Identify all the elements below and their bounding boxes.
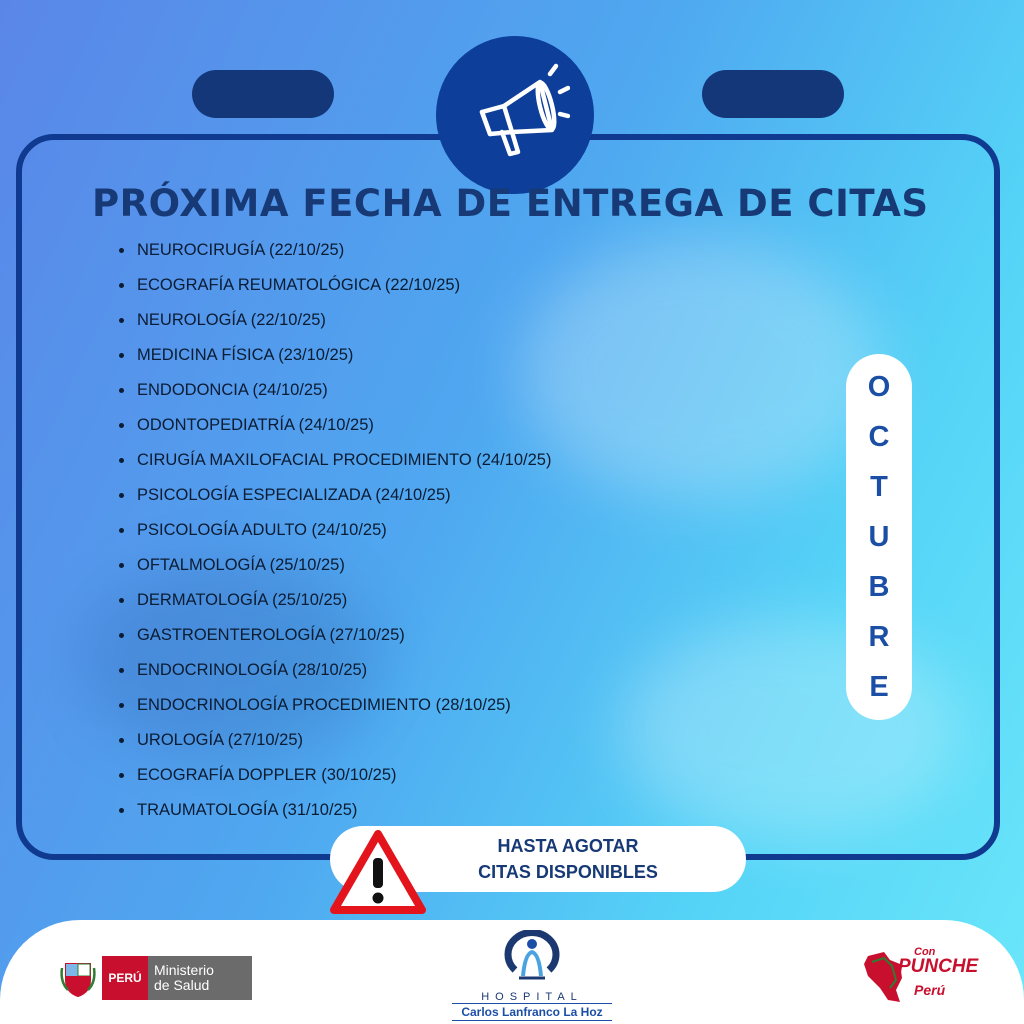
list-item [116, 761, 551, 796]
bullet-icon [119, 738, 124, 743]
bullet-icon [119, 563, 124, 568]
bullet-icon [119, 283, 124, 288]
month-letter: B [868, 571, 890, 603]
page-title: PRÓXIMA FECHA DE ENTREGA DE CITAS [92, 182, 929, 225]
specialty-label: PSICOLOGÍA ADULTO (24/10/25) [137, 521, 387, 539]
decorative-pill-right [702, 70, 844, 118]
list-item [116, 236, 551, 271]
bullet-icon [119, 318, 124, 323]
month-letter: O [867, 371, 891, 403]
notice-line-2: CITAS DISPONIBLES [478, 862, 658, 882]
bullet-icon [119, 528, 124, 533]
bullet-icon [119, 598, 124, 603]
specialty-label: TRAUMATOLOGÍA (31/10/25) [137, 801, 358, 819]
megaphone-badge [436, 36, 594, 194]
bullet-icon [119, 423, 124, 428]
month-letter: C [868, 421, 890, 453]
bullet-icon [119, 668, 124, 673]
specialty-label: ENDODONCIA (24/10/25) [137, 381, 328, 399]
bullet-icon [119, 808, 124, 813]
list-item [116, 586, 551, 621]
list-item [116, 376, 551, 411]
list-item [116, 306, 551, 341]
list-item [116, 726, 551, 761]
month-vertical-label [846, 354, 912, 720]
specialty-label: ECOGRAFÍA REUMATOLÓGICA (22/10/25) [137, 276, 461, 294]
warning-triangle-icon [330, 830, 426, 916]
month-letter: R [868, 621, 890, 653]
campaign-con: Con [914, 946, 936, 958]
list-item [116, 481, 551, 516]
peru-coat-of-arms-icon [58, 956, 98, 1000]
specialty-label: GASTROENTEROLOGÍA (27/10/25) [137, 626, 405, 644]
specialty-label: ENDOCRINOLOGÍA (28/10/25) [137, 661, 368, 679]
specialty-label: NEUROCIRUGÍA (22/10/25) [137, 241, 345, 259]
list-item [116, 516, 551, 551]
list-item [116, 271, 551, 306]
specialty-label: UROLOGÍA (27/10/25) [137, 731, 303, 749]
campaign-peru: Perú [914, 982, 946, 998]
hospital-emblem-icon [495, 930, 569, 984]
ministerio-label [148, 956, 252, 1000]
con-punche-peru-logo [862, 944, 982, 1008]
bullet-icon [119, 458, 124, 463]
bullet-icon [119, 388, 124, 393]
ministerio-de-salud-logo [58, 956, 252, 1000]
bullet-icon [119, 493, 124, 498]
bullet-icon [119, 248, 124, 253]
specialty-label: ECOGRAFÍA DOPPLER (30/10/25) [137, 766, 397, 784]
list-item [116, 411, 551, 446]
specialty-label: OFTALMOLOGÍA (25/10/25) [137, 556, 345, 574]
specialty-label: ENDOCRINOLOGÍA PROCEDIMIENTO (28/10/25) [137, 696, 511, 714]
bullet-icon [119, 353, 124, 358]
hospital-line-1: HOSPITAL [481, 991, 583, 1003]
specialty-label: DERMATOLOGÍA (25/10/25) [137, 591, 348, 609]
list-item [116, 656, 551, 691]
list-item [116, 621, 551, 656]
campaign-punche: PUNCHE [898, 956, 979, 977]
month-letter: T [870, 471, 888, 503]
specialty-label: CIRUGÍA MAXILOFACIAL PROCEDIMIENTO (24/10/25) [137, 451, 552, 469]
bullet-icon [119, 703, 124, 708]
list-item [116, 691, 551, 726]
ministerio-line-1: Ministerio [154, 962, 214, 978]
month-letter: E [869, 671, 889, 703]
specialty-label: MEDICINA FÍSICA (23/10/25) [137, 346, 354, 364]
specialty-label: ODONTOPEDIATRÍA (24/10/25) [137, 416, 374, 434]
specialty-label: PSICOLOGÍA ESPECIALIZADA (24/10/25) [137, 486, 451, 504]
footer-logos [0, 920, 1024, 1024]
peru-label: PERÚ [102, 956, 148, 1000]
specialty-label: NEUROLOGÍA (22/10/25) [137, 311, 326, 329]
hospital-logo [452, 930, 612, 1021]
bullet-icon [119, 773, 124, 778]
notice-line-1: HASTA AGOTAR [497, 836, 639, 856]
decorative-pill-left [192, 70, 334, 118]
bullet-icon [119, 633, 124, 638]
ministerio-line-2: de Salud [154, 977, 210, 993]
hospital-line-2: Carlos Lanfranco La Hoz [452, 1003, 612, 1021]
list-item [116, 551, 551, 586]
megaphone-icon [460, 60, 570, 170]
month-letter: U [868, 521, 890, 553]
list-item [116, 446, 551, 481]
list-item [116, 341, 551, 376]
specialty-list [116, 236, 551, 831]
